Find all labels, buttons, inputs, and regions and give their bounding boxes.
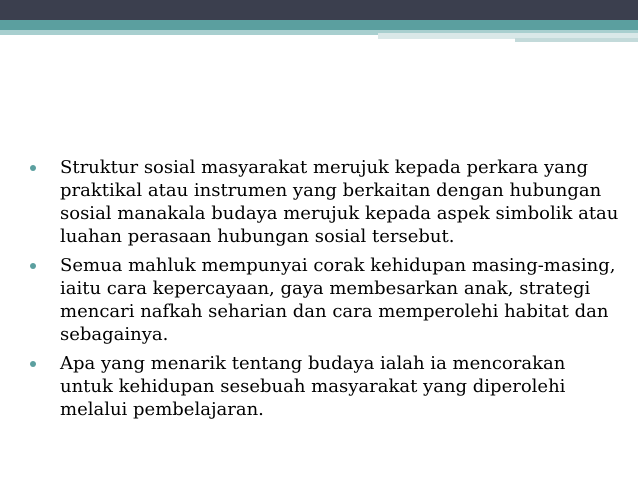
header-band-dark [0, 0, 638, 20]
bullet-item [30, 352, 620, 421]
header-accent-bar-secondary [515, 38, 638, 42]
bullet-text: Struktur sosial masyarakat merujuk kepada perkara yang praktikal atau instrumen yang berkaitan dengan hubungan sosial manakala budaya merujuk kepada aspek simbolik atau luahan perasaan hubungan sosial tersebut. [60, 157, 619, 247]
bullet-dot-icon [30, 361, 36, 367]
bullet-item [30, 254, 620, 346]
bullet-text: Apa yang menarik tentang budaya ialah ia mencorakan untuk kehidupan sesebuah masyarakat yang diperolehi melalui pembelajaran. [60, 353, 566, 420]
bullet-list [30, 156, 620, 421]
bullet-dot-icon [30, 165, 36, 171]
bullet-text: Semua mahluk mempunyai corak kehidupan masing-masing, iaitu cara kepercayaan, gaya membesarkan anak, strategi mencari nafkah seharian dan cara memperolehi habitat dan sebagainya. [60, 255, 616, 345]
bullet-dot-icon [30, 263, 36, 269]
header-band-teal [0, 20, 638, 30]
slide-body [30, 156, 620, 427]
bullet-item [30, 156, 620, 248]
